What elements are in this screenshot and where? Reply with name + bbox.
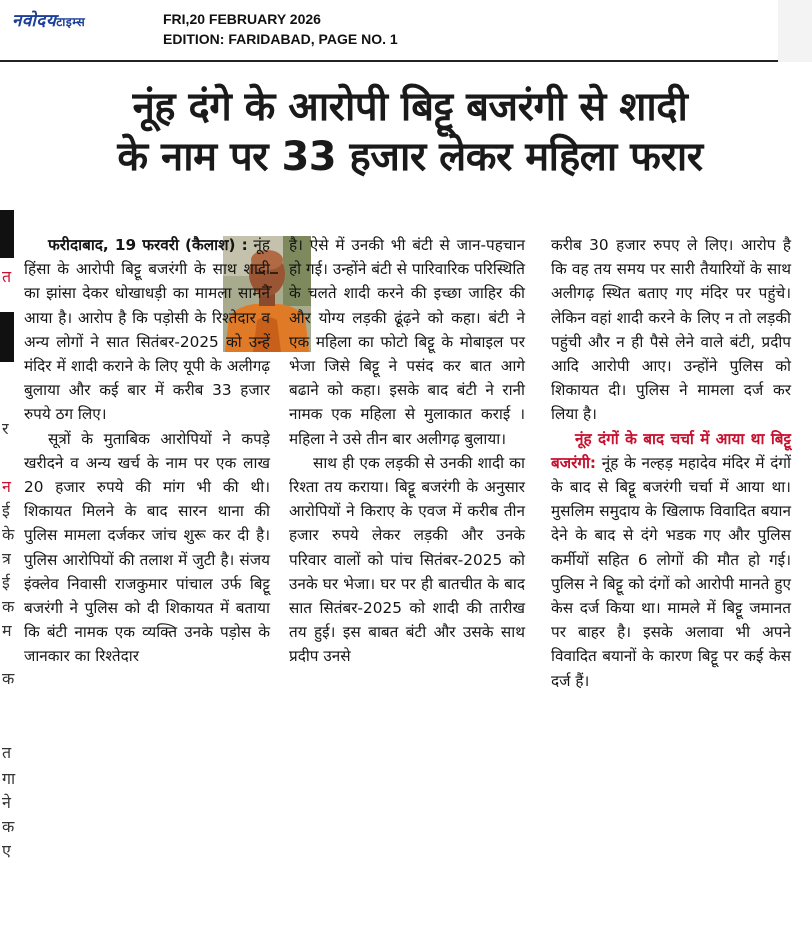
- edge-fragment: क: [2, 817, 15, 836]
- article-column-2: [289, 233, 525, 669]
- adjacent-article-edge: [0, 210, 22, 936]
- masthead-shade: [778, 0, 812, 62]
- article-paragraph: है। ऐसे में उनकी भी बंटी से जान-पहचान हो गई। उन्होंने बंटी से पारिवारिक परिस्थिति के चलते शादी करने की इच्छा जाहिर की और योग्य लड़की ढूंढ़ने को कहा। बंटी ने एक महिला का फोटो बिट्टू के मोबाइल पर भेजा जिसे बिट्टू ने पसंद कर बात आगे बढाने को कहा। इसके बाद बंटी ने रानी नामक एक महिला से मुलाकात कराई । महिला ने उसे तीन बार अलीगढ़ बुलाया।: [289, 236, 525, 448]
- edge-fragment: गा: [2, 769, 16, 788]
- edge-fragment: ई: [2, 501, 10, 520]
- article-paragraph: सूत्रों के मुताबिक आरोपियों ने कपड़े खरीदने व अन्य खर्च के नाम पर एक लाख 20 हजार रुपये की मांग भी की थी। शिकायत मिलने के बाद सारन थाना की पुलिस मामला दर्जकर जांच शुरू कर दी है। पुलिस आरोपियों की तलाश में जुटी है। संजय इंक्लेव निवासी राजकुमार पांचाल उर्फ बिट्टू बजरंगी ने पुलिस को दी शिकायत में बताया कि बंटी नामक एक व्यक्ति उनके पड़ोस के जानकार का रिश्तेदार: [24, 429, 270, 666]
- edge-fragment: क: [2, 597, 15, 616]
- edge-fragment: त: [2, 267, 12, 286]
- paragraph-text: नूंह के नल्हड़ महादेव मंदिर में दंगों के बाद से बिट्टू बजरंगी चर्चा में आया था। मुसलिम समुदाय के खिलाफ विवादित बयान देने के बाद से दंगे भडक गए और पुलिस कर्मीयों सहित 6 लोगों की मौत हो गई। पुलिस ने बिट्टू को दंगों को आरोपी मानते हुए केस दर्ज किया था। मामले में बिट्टू जमानत पर बाहर है। इसके अलावा भी अपने विवादित बयानों के कारण बिट्टू पर कई केस दर्ज हैं।: [551, 453, 791, 690]
- article-column-1: [24, 233, 270, 669]
- article-paragraph: [24, 233, 270, 427]
- logo-sub: टाइम्स: [56, 15, 86, 29]
- logo-main: नवोदय: [12, 11, 57, 31]
- edge-fragment: क: [2, 669, 15, 688]
- edge-fragment: ई: [2, 573, 10, 592]
- article-dateline: फरीदाबाद, 19 फरवरी (कैलाश) :: [48, 236, 248, 254]
- edge-fragment: के: [2, 525, 15, 544]
- edge-fragment: न: [2, 477, 11, 496]
- edition-page: EDITION: FARIDABAD, PAGE NO. 1: [163, 31, 398, 47]
- edge-fragment: त: [2, 743, 12, 762]
- edge-bar-middle: [0, 312, 14, 362]
- headline-line-1: नूंह दंगे के आरोपी बिट्टू बजरंगी से शादी: [132, 84, 688, 130]
- headline-line-2: के नाम पर 33 हजार लेकर महिला फरार: [117, 134, 703, 180]
- edge-fragment: म: [2, 621, 12, 640]
- masthead: [0, 0, 812, 60]
- edge-fragment: ए: [2, 841, 11, 860]
- edge-bar-top: [0, 210, 14, 258]
- article-column-3: [551, 233, 791, 693]
- article-paragraph: करीब 30 हजार रुपए ले लिए। आरोप है कि वह तय समय पर सारी तैयारियों के साथ अलीगढ़ स्थित बताए गए मंदिर पर पहुंचे। लेकिन वहां शादी करने के लिए न तो लड़की पहुंची और न ही पैसे लेने वाले बंटी, प्रदीप आदि आरोपी आए। उन्होंने पुलिस को शिकायत दी। पुलिस ने मामला दर्ज कर लिया है।: [551, 236, 791, 424]
- article-headline: [20, 82, 800, 182]
- issue-date: FRI,20 FEBRUARY 2026: [163, 11, 321, 27]
- newspaper-logo[interactable]: [12, 8, 85, 31]
- article-paragraph: साथ ही एक लड़की से उनकी शादी का रिश्ता तय कराया। बिट्टू बजरंगी के अनुसार आरोपियों ने किराए के एवज में करीब तीन हजार रुपये लेकर लड़की और उनके परिवार वालों को पांच सितंबर-2025 को उनके घर भेजा। घर पर ही बातचीत के बाद सात सितंबर-2025 को शादी की तारीख तय हुई। इस बाबत बंटी और उसके साथ प्रदीप उनसे: [289, 453, 525, 666]
- edition-info: [163, 9, 398, 49]
- edge-fragment: र: [2, 419, 9, 438]
- edge-fragment: त्र: [2, 549, 11, 568]
- article-subhead: नूंह दंगों के बाद चर्चा में आया था बिट्टू बजरंगी:: [551, 429, 791, 472]
- edge-fragment: ने: [2, 793, 11, 812]
- paragraph-text: नूंह हिंसा के आरोपी बिट्टू बजरंगी के साथ शादी का झांसा देकर धोखाधड़ी का मामला सामने आया है। आरोप है कि पड़ोसी के रिश्तेदार व अन्य लोगों ने सात सितंबर-2025 को उन्हें मंदिर में शादी कराने के लिए यूपी के अलीगढ़ बुलाया और कई बार में करीब 33 हजार रुपये ठग लिए।: [24, 236, 270, 424]
- masthead-divider: [0, 60, 778, 62]
- article-paragraph: [551, 427, 791, 693]
